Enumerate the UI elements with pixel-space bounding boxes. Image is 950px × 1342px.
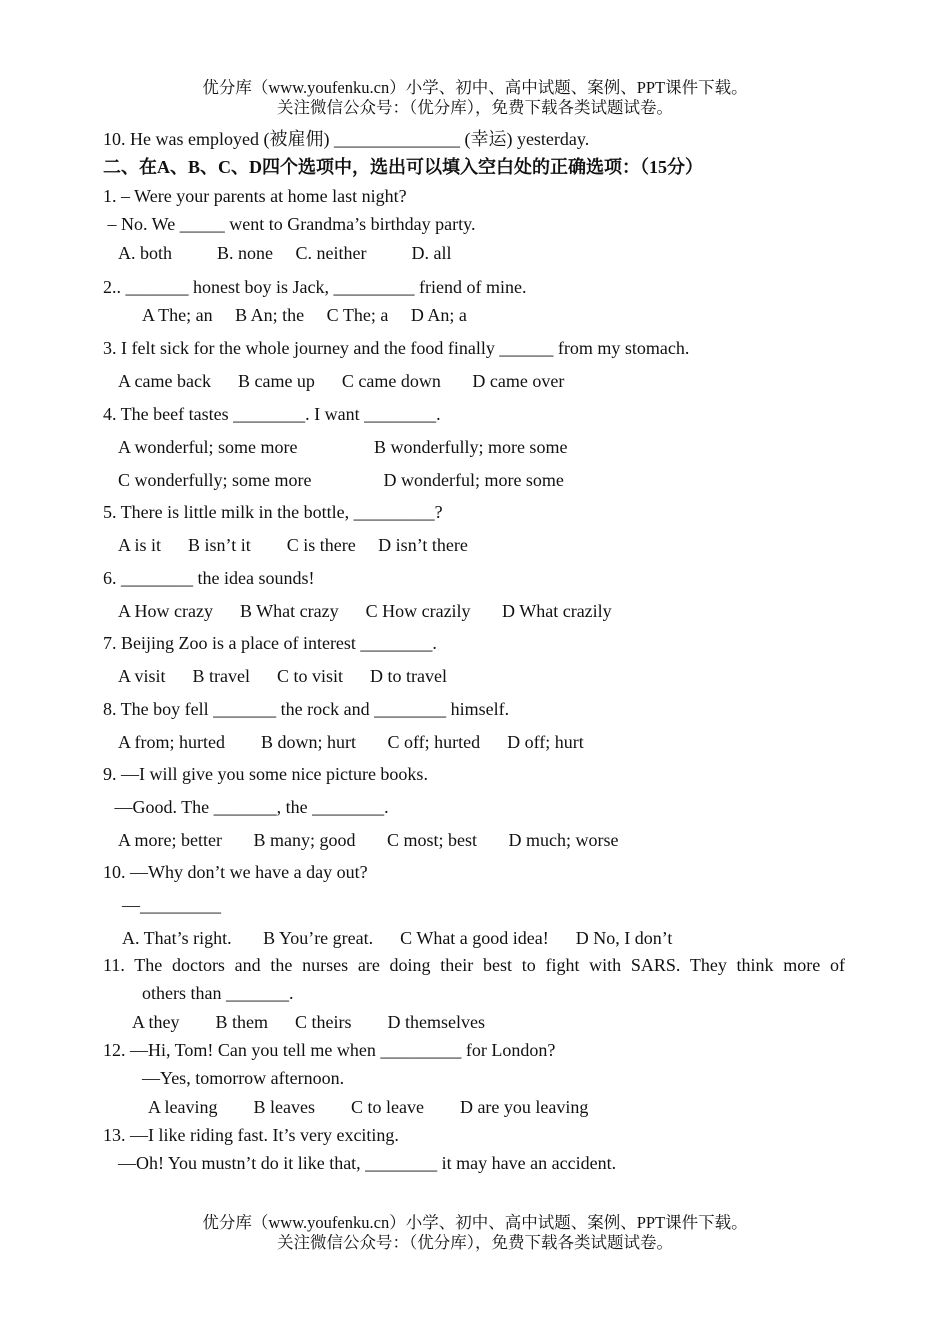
q3-question: 3. I felt sick for the whole journey and the food finally ______ from my stomach. [103,338,690,358]
q10-options: A. That’s right. B You’re great. C What a good idea! D No, I don’t [122,928,673,948]
q2-options: A The; an B An; the C The; a D An; a [142,305,467,325]
q6-question: 6. ________ the idea sounds! [103,568,315,588]
q3-options: A came back B came up C came down D came over [118,371,565,391]
q9-question: 9. —I will give you some nice picture books. [103,764,428,784]
q8-options: A from; hurted B down; hurt C off; hurted D off; hurt [118,732,584,752]
q12-answer-line: —Yes, tomorrow afternoon. [142,1068,345,1088]
q5-options: A is it B isn’t it C is there D isn’t there [118,535,468,555]
q10-fill-blank: 10. He was employed (被雇佣) ______________ (幸运) yesterday. [103,129,590,149]
q12-question: 12. —Hi, Tom! Can you tell me when _________ for London? [103,1040,556,1060]
q8-question: 8. The boy fell _______ the rock and ________ himself. [103,699,510,719]
page-header [0,78,950,118]
q9-answer-line: —Good. The _______, the ________. [110,797,389,817]
q7-question: 7. Beijing Zoo is a place of interest ________. [103,633,437,653]
q13-question: 13. —I like riding fast. It’s very exciting. [103,1125,399,1145]
q5-question: 5. There is little milk in the bottle, _________? [103,502,443,522]
q12-options: A leaving B leaves C to leave D are you leaving [148,1097,589,1117]
q11-question-cont: others than _______. [142,983,294,1003]
footer-line-2: 关注微信公众号：（优分库），免费下载各类试题试卷。 [277,1233,673,1252]
q6-options: A How crazy B What crazy C How crazily D What crazily [118,601,612,621]
q13-answer-line: —Oh! You mustn’t do it like that, ________ it may have an accident. [118,1153,617,1173]
q1-question: 1. – Were your parents at home last night? [103,186,407,206]
q2-question: 2.. _______ honest boy is Jack, _________ friend of mine. [103,277,527,297]
q11-options: A they B them C theirs D themselves [132,1012,485,1032]
q4-options-row-1: A wonderful; some more B wonderfully; more some [118,437,568,457]
footer-line-1: 优分库（www.youfenku.cn）小学、初中、高中试题、案例、PPT课件下载。 [202,1213,748,1232]
q11-question: 11. The doctors and the nurses are doing their best to fight with SARS. They think more of [103,955,845,975]
header-line-1: 优分库（www.youfenku.cn）小学、初中、高中试题、案例、PPT课件下载。 [202,78,748,97]
q10-question: 10. —Why don’t we have a day out? [103,862,368,882]
section-two-title: 二、在A、B、C、D四个选项中，选出可以填入空白处的正确选项：（15分） [103,157,703,177]
q4-question: 4. The beef tastes ________. I want ________. [103,404,441,424]
page-footer [0,1213,950,1253]
q9-options: A more; better B many; good C most; best D much; worse [118,830,619,850]
q10-answer-line: —_________ [122,895,221,915]
q4-options-row-2: C wonderfully; some more D wonderful; more some [118,470,564,490]
q1-answer-line: – No. We _____ went to Grandma’s birthday party. [103,214,476,234]
q1-options: A. both B. none C. neither D. all [118,243,452,263]
header-line-2: 关注微信公众号：（优分库），免费下载各类试题试卷。 [277,98,673,117]
q7-options: A visit B travel C to visit D to travel [118,666,447,686]
